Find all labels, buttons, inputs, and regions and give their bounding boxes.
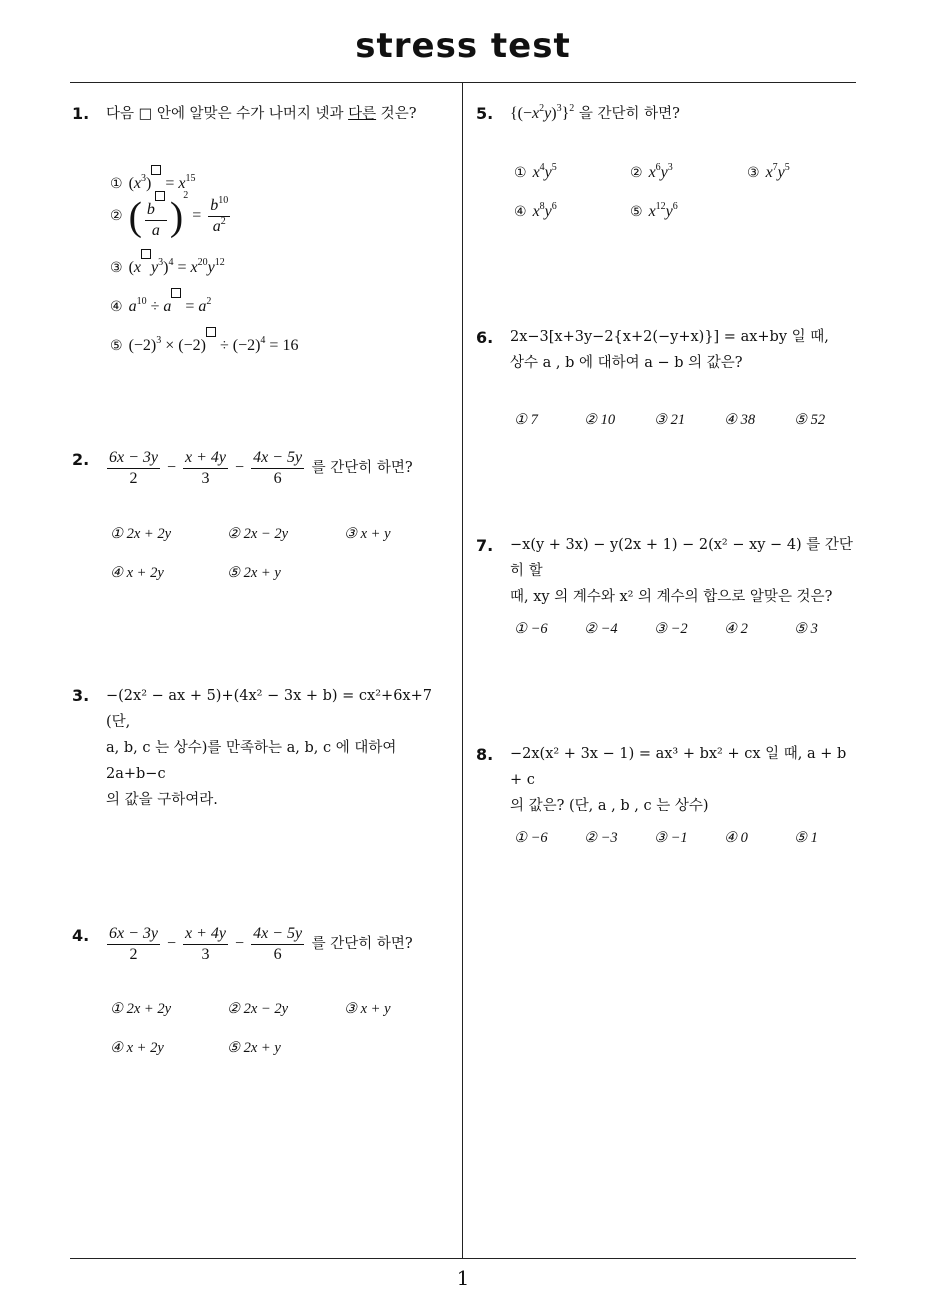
choice-3[interactable]: ③ 21 xyxy=(654,412,686,428)
choice-4[interactable]: ④ x + 2y xyxy=(110,1040,164,1056)
choice-2[interactable]: ② −4 xyxy=(584,621,618,637)
choice-3[interactable]: ③ (x $y^3)^4 = x^{20}y^{12}$ xyxy=(110,249,225,278)
question-number: 8. xyxy=(476,745,494,764)
question-number: 4. xyxy=(72,926,90,945)
question-number: 7. xyxy=(476,536,494,555)
choice-4[interactable]: ④ 38 xyxy=(724,412,756,428)
question-stem: $\{(-x^2y)^3\}^2$ 을 간단히 하면? xyxy=(510,103,680,122)
choice-1[interactable]: ① $(x^3) = x^{15}$ xyxy=(110,165,195,194)
choice-3[interactable]: ③ $x^7y^5$ xyxy=(747,162,790,181)
question-stem: 2x−3[x+3y−2{x+2(−y+x)}] = ax+by 일 때, 상수 a , b 에 대하여 a − b 의 값은? xyxy=(510,329,829,371)
footer-rule xyxy=(70,1258,856,1259)
choice-1[interactable]: ① $x^4y^5$ xyxy=(514,162,557,181)
header-rule xyxy=(70,82,856,83)
question-stem: −x(y + 3x) − y(2x + 1) − 2(x² − xy − 4) 를 간단히 할 때, xy 의 계수와 x² 의 계수의 합으로 알맞은 것은? xyxy=(510,537,853,605)
choice-3[interactable]: ③ x + y xyxy=(344,1001,391,1017)
choice-2[interactable]: ② 10 xyxy=(584,412,616,428)
question-stem: −(2x² − ax + 5)+(4x² − 3x + b) = cx²+6x+7 (단, a, b, c 는 상수)를 만족하는 a, b, c 에 대하여 2a+b−c 의 값을 구하여라. xyxy=(106,688,432,808)
page-number: 1 xyxy=(456,1266,470,1290)
choice-4[interactable]: ④ 2 xyxy=(724,621,748,637)
choice-4[interactable]: ④ x + 2y xyxy=(110,565,164,581)
choice-1[interactable]: ① −6 xyxy=(514,830,548,846)
choice-1[interactable]: ① −6 xyxy=(514,621,548,637)
choice-1[interactable]: ① 7 xyxy=(514,412,538,428)
question-number: 6. xyxy=(476,328,494,347)
choice-2[interactable]: ② −3 xyxy=(584,830,618,846)
choice-1[interactable]: ① 2x + 2y xyxy=(110,526,172,542)
choice-2[interactable]: ② 2x − 2y xyxy=(227,1001,289,1017)
column-divider xyxy=(462,83,463,1258)
choice-2[interactable]: ② ( $\frac{b}{a}$ )$^2$ = $\frac{b^{10}}{a^2}$ xyxy=(110,189,229,239)
choice-3[interactable]: ③ x + y xyxy=(344,526,391,542)
page-title: stress test xyxy=(355,26,571,66)
choice-5[interactable]: ⑤ 52 xyxy=(794,412,826,428)
choice-2[interactable]: ② 2x − 2y xyxy=(227,526,289,542)
question-stem: $\frac{6x - 3y}{2}$ − $\frac{x + 4y}{3}$ − $\frac{4x - 5y}{6}$ 를 간단히 하면? xyxy=(109,449,413,487)
choice-4[interactable]: ④ 0 xyxy=(724,830,748,846)
question-number: 1. xyxy=(72,104,90,123)
question-stem: −2x(x² + 3x − 1) = ax³ + bx² + cx 일 때, a + b + c 의 값은? (단, a , b , c 는 상수) xyxy=(510,746,847,814)
choice-4[interactable]: ④ $a^{10} \div a = a^2$ xyxy=(110,288,211,317)
choice-2[interactable]: ② $x^6y^3$ xyxy=(630,162,673,181)
choice-5[interactable]: ⑤ 2x + y xyxy=(227,565,281,581)
choice-3[interactable]: ③ −1 xyxy=(654,830,688,846)
choice-4[interactable]: ④ $x^8y^6$ xyxy=(514,201,557,220)
choice-5[interactable]: ⑤ $x^{12}y^6$ xyxy=(630,201,678,220)
choice-5[interactable]: ⑤ 1 xyxy=(794,830,818,846)
question-number: 5. xyxy=(476,104,494,123)
choice-5[interactable]: ⑤ 2x + y xyxy=(227,1040,281,1056)
choice-5[interactable]: ⑤ 3 xyxy=(794,621,818,637)
question-stem: $\frac{6x - 3y}{2}$ − $\frac{x + 4y}{3}$ − $\frac{4x - 5y}{6}$ 를 간단히 하면? xyxy=(109,925,413,963)
choice-1[interactable]: ① 2x + 2y xyxy=(110,1001,172,1017)
question-stem: 다음 □ 안에 알맞은 수가 나머지 넷과 다른 것은? xyxy=(106,106,417,122)
choice-3[interactable]: ③ −2 xyxy=(654,621,688,637)
question-number: 2. xyxy=(72,450,90,469)
choice-5[interactable]: ⑤ $(-2)^3 \times (-2) \div (-2)^4 = 16$ xyxy=(110,327,298,356)
question-number: 3. xyxy=(72,686,90,705)
